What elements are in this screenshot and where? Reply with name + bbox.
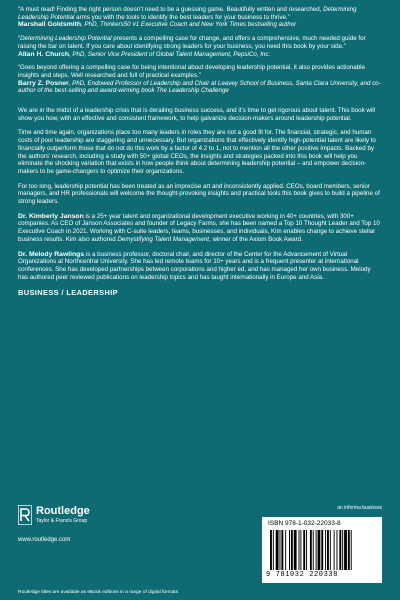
description-paragraph: For too long, leadership potential has been treated as an imprecise art and inconsistently applied. CEOs, board members, senior managers, and HR professionals will welcome the thought-provoking insights and practical tools this book gives to build a pipeline of strong leaders. (18, 182, 380, 206)
barcode (262, 517, 382, 583)
category-label: BUSINESS / LEADERSHIP (18, 288, 118, 298)
quote-attribution: Barry Z. Posner, PhD, Endowed Professor of Leadership and Chair at Leavey School of Business, Santa Clara University, and co-author of the best-selling and award-winning book The Leadership Challenge (18, 79, 381, 95)
praise-quotes (18, 6, 382, 95)
publisher-group: Taylor & Francis Group (36, 518, 88, 524)
description (18, 107, 382, 206)
quote-attribution: Marshall Goldsmith, PhD, Thinkers50 #1 Executive Coach and New York Times bestselling author (18, 21, 297, 29)
isbn-text: ISBN 978-1-032-22033-8 (268, 520, 341, 527)
footer (18, 497, 382, 577)
description-paragraph: We are in the midst of a leadership crisis that is derailing business success, and it’s time to get rigorous about talent. This book will show you how, with an effective and consistent framework, to help galvanize decision-makers around leadership potential. (18, 107, 375, 122)
publisher-name: Routledge (36, 505, 90, 517)
routledge-r-icon (18, 505, 32, 525)
quote-2: “Determining Leadership Potential presents a compelling case for change, and offers a comprehensive, much needed guide for raising the bar on talent. If you care about identifying strong leaders for your business, you need this book by your side.” Allan H. Church, PhD, Senior Vice President of Global Talent Management, PepsiCo, Inc. (18, 35, 382, 58)
barcode-digits: 9 781032 220338 (266, 571, 339, 579)
author-bios (18, 213, 382, 282)
barcode-bars-icon (268, 530, 376, 570)
ebook-note: Routledge titles are available as eBook editions in a range of digital formats (18, 590, 178, 595)
quote-3: “Goes beyond offering a compelling case for being intentional about developing leadership potential, it also provides actionable insights and steps. Well researched and full of practical examples.” Barry Z. Posner, PhD, Endowed Professor of Leadership and Chair at Leavey School of Business, Santa Clara University, and co-author of the best-selling and award-winning book The Leadership Challenge (18, 64, 381, 95)
author-bio-rawlings: Dr. Melody Rawlings is a business professor, doctoral chair, and director of the Center for the Advancement of Virtual Organizations at Northcentral University. She has led remote teams for 10+ years and is a frequent presenter at international conferences. She has developed partnerships between corporations and higher ed, and has managed her own business. Melody has authored peer reviewed publications on leadership topics and has taught internationally in Europe and Asia. (18, 250, 371, 281)
quote-1: “A must read! Finding the right person doesn’t need to be a guessing game. Beautifully written and researched, Determining Leadership Potential arms you with the tools to identify the best leaders for your business to thrive.” Marshall Goldsmith, PhD, Thinkers50 #1 Executive Coach and New York Times bestselling author (18, 6, 382, 29)
author-bio-janson: Dr. Kimberly Janson is a 25+ year talent and organizational development executive working in 40+ countries, with 300+ companies. As CEO of Janson Associates and founder of Legacy Farms, she has been named a Top 10 Thought Leader and Top 10 Executive Coach in 2021. Working with C-suite leaders, teams, businesses, and individuals, Kim enables change to achieve stellar business results. Kim also authored Demystifying Talent Management, winner of the Axiom Book Award. (18, 212, 380, 243)
quote-attribution: Allan H. Church, PhD, Senior Vice President of Global Talent Management, PepsiCo, Inc. (18, 50, 271, 58)
publisher-url: www.routledge.com (18, 537, 71, 543)
informa-note: an informa business (337, 505, 382, 511)
description-paragraph: Time and time again, organizations place too many leaders in roles they are not a good fit for. The financial, strategic, and human costs of poor leadership are staggering and unnecessary. But organizations that effectively identify high-potential talent are likely to financially outperform those that do not do this work by a factor of 4.2 to 1, not to mention all the other positive impacts. Backed by the authors’ research, including a study with 50+ global CEOs, the insights and strategies packed into this book will help you eliminate the shocking variation that exists in how people think about determining leadership potential – and empower decision-makers to be game-changers to optimize their organizations. (18, 129, 376, 175)
publisher-logo (18, 505, 158, 535)
